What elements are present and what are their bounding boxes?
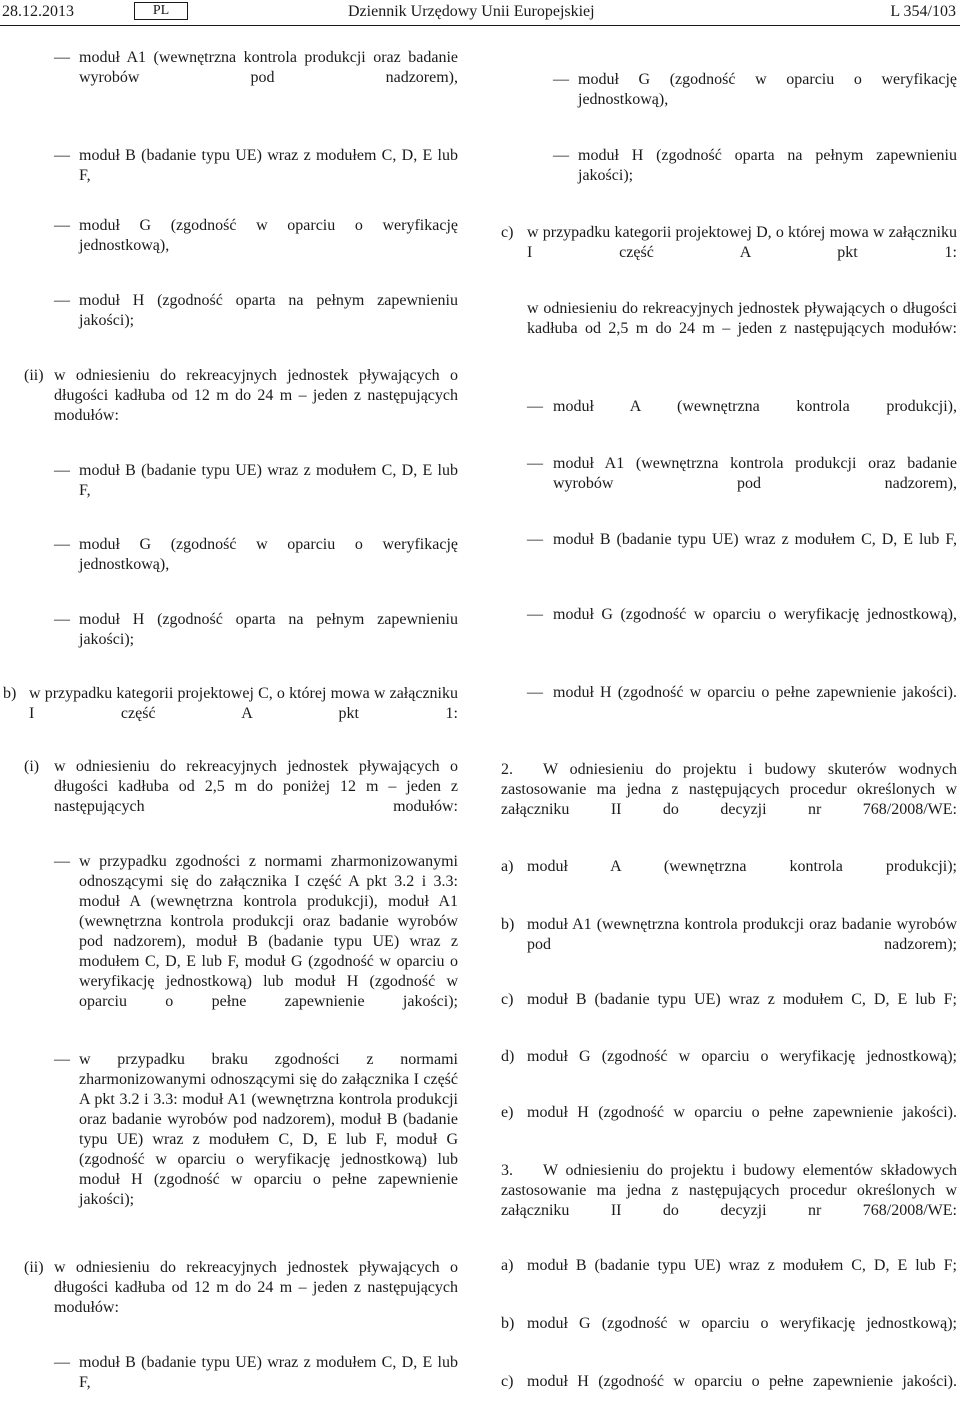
publication-date: 28.12.2013 [2, 3, 74, 20]
item-text: moduł G (zgodność w oparciu o weryfikację jednostkową); [527, 1048, 957, 1065]
item-label: b) [501, 916, 515, 933]
item-text: w odniesieniu do rekreacyjnych jednostek pływających o długości kadłuba od 12 m do 24 m – jeden z następujących modułów: [54, 1259, 458, 1316]
item-label: b) [501, 1315, 515, 1332]
language-badge: PL [134, 2, 188, 20]
dash-item-text: moduł H (zgodność w oparciu o pełne zapewnienie jakości). [553, 684, 957, 701]
item-label: b) [3, 685, 17, 702]
item-text: w przypadku kategorii projektowej C, o której mowa w załączniku I część A pkt 1: [29, 685, 458, 722]
page-header [0, 2, 960, 24]
dash-marker: — [54, 49, 70, 66]
page-reference: L 354/103 [890, 3, 956, 20]
item-label: (i) [24, 758, 40, 775]
item-label: a) [501, 858, 514, 875]
header-divider [0, 25, 960, 26]
item-text: w odniesieniu do rekreacyjnych jednostek pływających o długości kadłuba od 2,5 m do poniżej 12 m – jeden z następujących modułów: [54, 758, 458, 815]
dash-item-text: moduł H (zgodność oparta na pełnym zapewnieniu jakości); [79, 611, 458, 648]
item-text: moduł G (zgodność w oparciu o weryfikację jednostkową); [527, 1315, 957, 1332]
dash-marker: — [54, 611, 70, 628]
item-label: c) [501, 224, 514, 241]
dash-item-text: moduł B (badanie typu UE) wraz z modułem C, D, E lub F, [553, 531, 957, 548]
item-label: d) [501, 1048, 515, 1065]
journal-title: Dziennik Urzędowy Unii Europejskiej [348, 3, 595, 20]
item-label: (ii) [24, 1259, 44, 1276]
numbered-paragraph [501, 1161, 957, 1241]
dash-item-text: moduł B (badanie typu UE) wraz z modułem C, D, E lub F, [79, 147, 458, 184]
item-text: moduł H (zgodność w oparciu o pełne zapewnienie jakości). [527, 1373, 957, 1390]
item-text: moduł B (badanie typu UE) wraz z modułem C, D, E lub F; [527, 991, 957, 1008]
item-text: moduł A1 (wewnętrzna kontrola produkcji oraz badanie wyrobów pod nadzorem); [527, 916, 957, 953]
dash-marker: — [527, 684, 543, 701]
dash-marker: — [54, 1051, 70, 1068]
dash-item-text: moduł A1 (wewnętrzna kontrola produkcji oraz badanie wyrobów pod nadzorem), [553, 455, 957, 492]
dash-marker: — [54, 292, 70, 309]
dash-marker: — [527, 531, 543, 548]
item-text: moduł A (wewnętrzna kontrola produkcji); [527, 858, 957, 875]
dash-marker: — [527, 455, 543, 472]
dash-item-text: moduł A1 (wewnętrzna kontrola produkcji oraz badanie wyrobów pod nadzorem), [79, 49, 458, 86]
dash-item-text: moduł A (wewnętrzna kontrola produkcji), [553, 398, 957, 415]
dash-item-text: moduł B (badanie typu UE) wraz z modułem C, D, E lub F, [79, 462, 458, 499]
item-text: w przypadku kategorii projektowej D, o której mowa w załączniku I część A pkt 1: [527, 224, 957, 261]
item-text: moduł B (badanie typu UE) wraz z modułem C, D, E lub F; [527, 1257, 957, 1274]
dash-item-text: moduł H (zgodność oparta na pełnym zapewnieniu jakości); [578, 147, 957, 184]
dash-marker: — [54, 536, 70, 553]
item-label: c) [501, 991, 514, 1008]
item-text: w odniesieniu do rekreacyjnych jednostek pływających o długości kadłuba od 12 m do 24 m – jeden z następujących modułów: [54, 367, 458, 424]
dash-marker: — [54, 462, 70, 479]
dash-marker: — [54, 217, 70, 234]
dash-item-text: moduł G (zgodność w oparciu o weryfikację jednostkową), [578, 71, 957, 108]
dash-item-text: moduł G (zgodność w oparciu o weryfikację jednostkową), [79, 217, 458, 254]
paragraph-number: 3. [501, 1162, 513, 1179]
paragraph-number: 2. [501, 761, 513, 778]
dash-marker: — [54, 853, 70, 870]
dash-item-text: moduł B (badanie typu UE) wraz z modułem C, D, E lub F, [79, 1354, 458, 1391]
dash-item-text: moduł H (zgodność oparta na pełnym zapewnieniu jakości); [79, 292, 458, 329]
dash-marker: — [527, 606, 543, 623]
dash-marker: — [553, 71, 569, 88]
dash-marker: — [54, 1354, 70, 1371]
dash-marker: — [553, 147, 569, 164]
dash-item-text: moduł G (zgodność w oparciu o weryfikację jednostkową), [79, 536, 458, 573]
item-text: moduł H (zgodność w oparciu o pełne zapewnienie jakości). [527, 1104, 957, 1121]
dash-marker: — [527, 398, 543, 415]
numbered-paragraph [501, 760, 957, 840]
dash-item-text: w przypadku zgodności z normami zharmonizowanymi odnoszącymi się do załącznika I część A pkt 3.2 i 3.3: moduł A (wewnętrzna kontrola produkcji), moduł A1 (wewnętrzna kontrola produkcji oraz badanie wyrobów pod nadzorem), moduł B (badanie typu UE) wraz z modułem C, D, E lub F, moduł G (zgodność w oparciu o weryfikację jednostkową) lub moduł H (zgodność w oparciu o pełne zapewnienie jakości); [79, 853, 458, 1010]
dash-marker: — [54, 147, 70, 164]
dash-item-text: w przypadku braku zgodności z normami zharmonizowanymi odnoszącymi się do załącznika I część A pkt 3.2 i 3.3: moduł A1 (wewnętrzna kontrola produkcji oraz badanie wyrobów pod nadzorem), moduł B (badanie typu UE) wraz z modułem C, D, E lub F, moduł G (zgodność w oparciu o weryfikację jednostkową) lub moduł H (zgodność w oparciu o pełne zapewnienie jakości); [79, 1051, 458, 1208]
item-text: w odniesieniu do rekreacyjnych jednostek pływających o długości kadłuba od 2,5 m do 24 m – jeden z następujących modułów: [527, 300, 957, 337]
item-label: e) [501, 1104, 514, 1121]
item-label: (ii) [24, 367, 44, 384]
paragraph-text: W odniesieniu do projektu i budowy skuterów wodnych zastosowanie ma jedna z następujących procedur określonych w załączniku II do decyzji nr 768/2008/WE: [501, 761, 957, 818]
item-label: a) [501, 1257, 514, 1274]
item-label: c) [501, 1373, 514, 1390]
dash-item-text: moduł G (zgodność w oparciu o weryfikację jednostkową), [553, 606, 957, 623]
paragraph-text: W odniesieniu do projektu i budowy elementów składowych zastosowanie ma jedna z następujących procedur określonych w załączniku II do decyzji nr 768/2008/WE: [501, 1162, 957, 1219]
